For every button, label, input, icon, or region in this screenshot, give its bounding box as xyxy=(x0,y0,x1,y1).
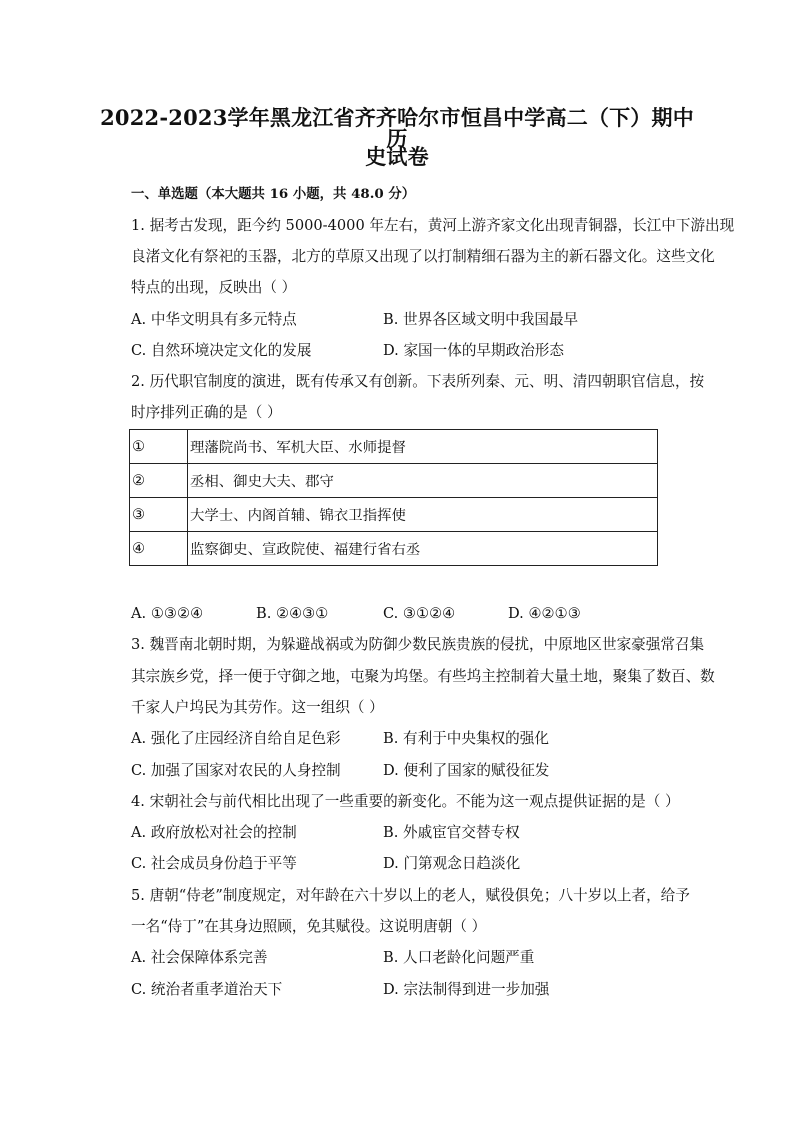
q5-option-b: B. 人口老龄化问题严重 xyxy=(383,949,535,966)
table-cell-officials: 丞相、御史大夫、郡守 xyxy=(188,464,658,498)
table-cell-number: ② xyxy=(130,464,188,498)
q3-option-b: B. 有利于中央集权的强化 xyxy=(383,730,549,747)
q5-option-c: C. 统治者重孝道治天下 xyxy=(131,981,283,998)
table-cell-officials: 理藩院尚书、军机大臣、水师提督 xyxy=(188,430,658,464)
q4-option-b: B. 外戚宦官交替专权 xyxy=(383,824,520,841)
q3-option-a: A. 强化了庄园经济自给自足色彩 xyxy=(131,730,341,747)
q4-option-d: D. 门第观念日趋淡化 xyxy=(383,855,521,872)
table-cell-officials: 大学士、内阁首辅、锦衣卫指挥使 xyxy=(188,498,658,532)
q2-stem-line: 2. 历代职官制度的演进，既有传承又有创新。下表所列秦、元、明、清四朝职官信息，按 xyxy=(131,373,705,390)
table-cell-officials: 监察御史、宣政院使、福建行省右丞 xyxy=(188,532,658,566)
table-row xyxy=(130,430,658,464)
section-heading: 一、单选题（本大题共 16 小题，共 48.0 分） xyxy=(131,186,416,202)
table-cell-number: ④ xyxy=(130,532,188,566)
q2-option-d: D. ④②①③ xyxy=(508,605,581,622)
q5-option-d: D. 宗法制得到进一步加强 xyxy=(383,981,550,998)
q1-option-c: C. 自然环境决定文化的发展 xyxy=(131,342,312,359)
q1-option-d: D. 家国一体的早期政治形态 xyxy=(383,342,564,359)
q2-option-b: B. ②④③① xyxy=(256,605,329,622)
q3-option-c: C. 加强了国家对农民的人身控制 xyxy=(131,762,341,779)
q5-option-a: A. 社会保障体系完善 xyxy=(131,949,268,966)
q1-option-b: B. 世界各区域文明中我国最早 xyxy=(383,311,579,328)
q5-stem-line: 5. 唐朝“侍老”制度规定，对年龄在六十岁以上的老人，赋役俱免；八十岁以上者，给予 xyxy=(131,887,690,904)
q3-stem-line: 3. 魏晋南北朝时期，为躲避战祸或为防御少数民族贵族的侵扰，中原地区世家豪强常召集 xyxy=(131,636,705,653)
exam-title-line2: 史试卷 xyxy=(365,144,429,169)
q2-option-c: C. ③①②④ xyxy=(383,605,456,622)
q1-stem-line: 1. 据考古发现，距今约 5000-4000 年左右，黄河上游齐家文化出现青铜器，长江中下游出现 xyxy=(131,217,735,234)
q1-stem-line: 特点的出现，反映出（ ） xyxy=(131,279,297,296)
table-row xyxy=(130,464,658,498)
q4-option-c: C. 社会成员身份趋于平等 xyxy=(131,855,297,872)
exam-title-line1: 2022-2023学年黑龙江省齐齐哈尔市恒昌中学高二（下）期中历 xyxy=(100,105,694,151)
table-row xyxy=(130,498,658,532)
officials-table xyxy=(129,429,658,566)
q3-stem-line: 其宗族乡党，择一便于守御之地，屯聚为坞堡。有些坞主控制着大量土地，聚集了数百、数 xyxy=(131,668,715,685)
table-cell-number: ③ xyxy=(130,498,188,532)
q2-option-a: A. ①③②④ xyxy=(131,605,204,622)
q4-stem-line: 4. 宋朝社会与前代相比出现了一些重要的新变化。不能为这一观点提供证据的是（ ） xyxy=(131,793,680,810)
q1-stem-line: 良渚文化有祭祀的玉器，北方的草原又出现了以打制精细石器为主的新石器文化。这些文化 xyxy=(131,248,715,265)
q1-option-a: A. 中华文明具有多元特点 xyxy=(131,311,297,328)
q3-option-d: D. 便利了国家的赋役征发 xyxy=(383,762,550,779)
q4-option-a: A. 政府放松对社会的控制 xyxy=(131,824,297,841)
q3-stem-line: 千家人户坞民为其劳作。这一组织（ ） xyxy=(131,699,384,716)
q2-stem-line: 时序排列正确的是（ ） xyxy=(131,404,282,421)
table-cell-number: ① xyxy=(130,430,188,464)
table-row xyxy=(130,532,658,566)
q5-stem-line: 一名“侍丁”在其身边照顾，免其赋役。这说明唐朝（ ） xyxy=(131,918,487,935)
